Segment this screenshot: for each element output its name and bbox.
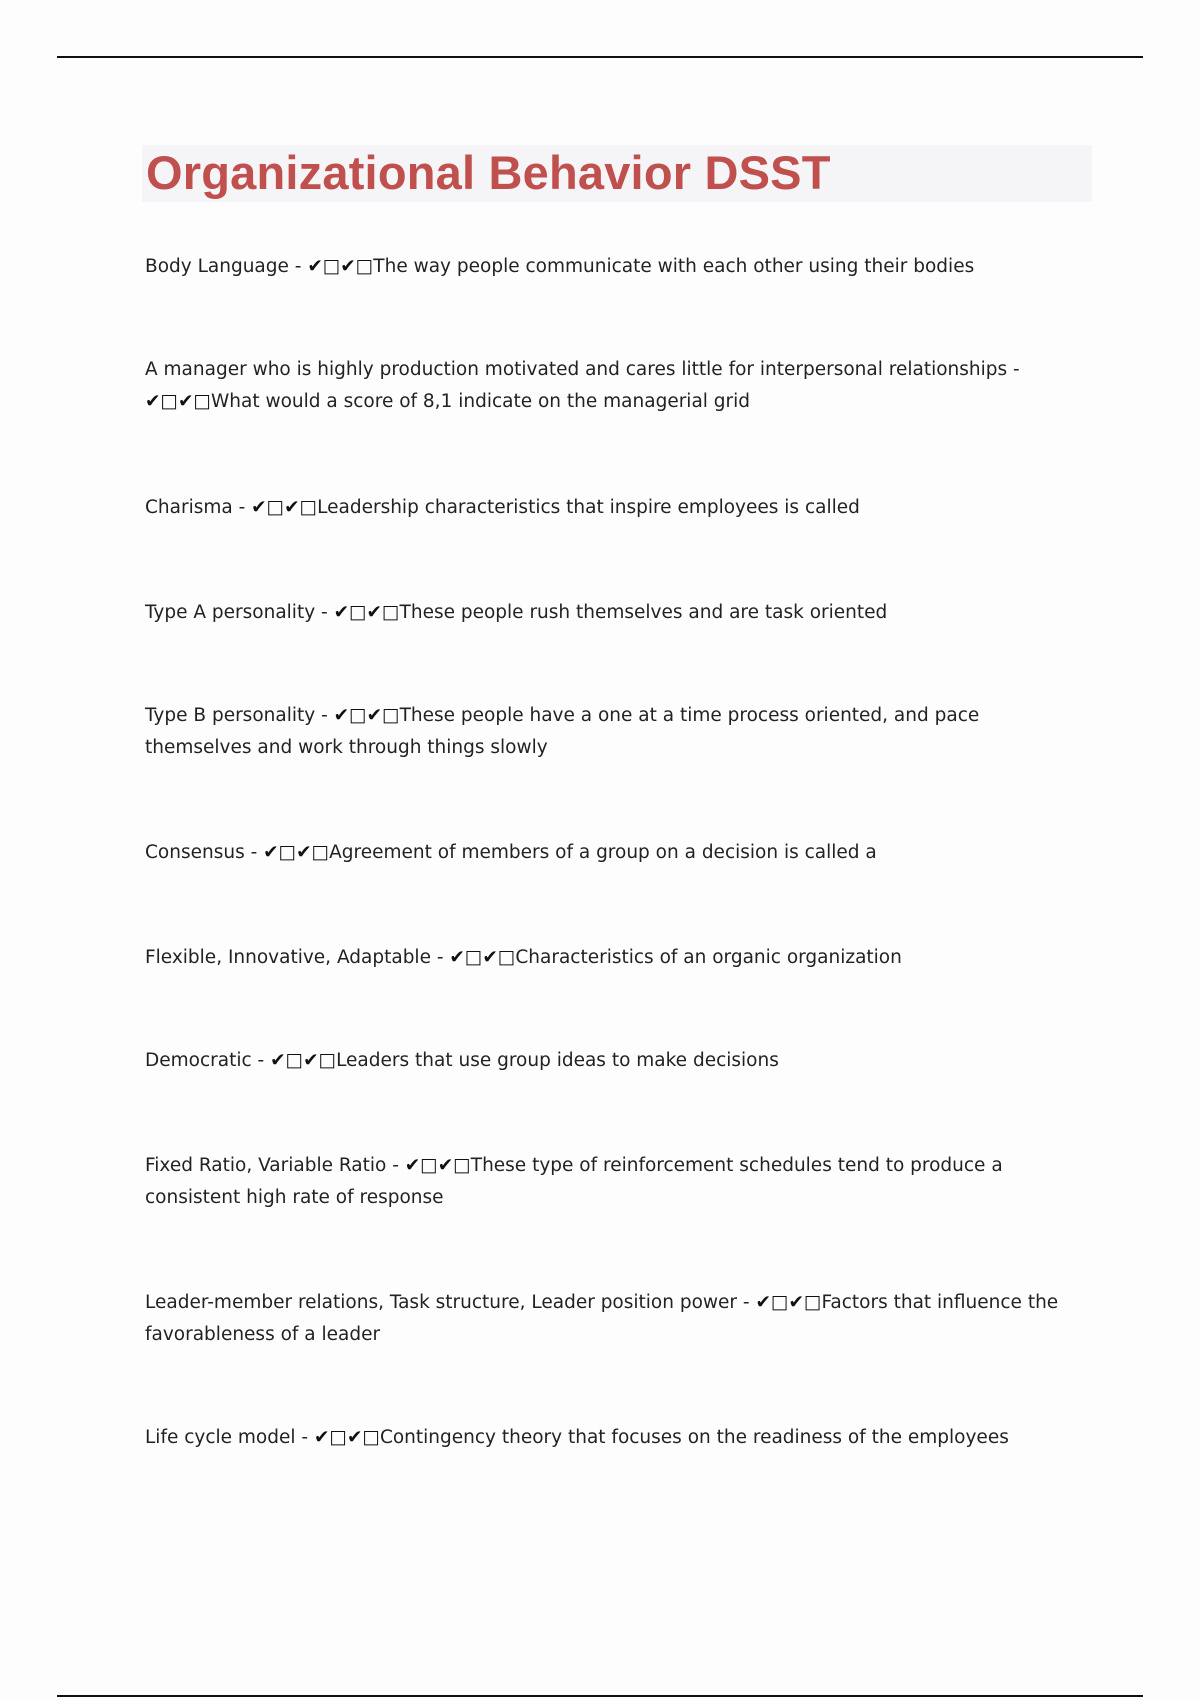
check-marker-icon: ✔□✔□ xyxy=(333,705,400,726)
flashcard-entry: Type B personality - ✔□✔□These people have a one at a time process oriented, and pace themselves and work through things slowly xyxy=(145,705,980,758)
flashcard-entry: Democratic - ✔□✔□Leaders that use group ideas to make decisions xyxy=(145,1050,779,1071)
entry-definition: These type of reinforcement schedules tend to produce a consistent high rate of response xyxy=(145,1155,1003,1208)
entry-definition: Agreement of members of a group on a decision is called a xyxy=(329,842,877,863)
check-marker-icon: ✔□✔□ xyxy=(449,947,516,968)
entry-term: Life cycle model xyxy=(145,1427,296,1448)
flashcard-entry: Fixed Ratio, Variable Ratio - ✔□✔□These type of reinforcement schedules tend to produce a consistent high rate of response xyxy=(145,1155,1003,1208)
entry-term: Charisma xyxy=(145,497,233,518)
entry-term: Consensus xyxy=(145,842,245,863)
check-marker-icon: ✔□✔□ xyxy=(307,256,374,277)
footer-rule xyxy=(57,1695,1143,1697)
entry-term: Leader-member relations, Task structure, Leader position power xyxy=(145,1292,738,1313)
entry-definition: These people rush themselves and are task oriented xyxy=(399,602,888,623)
entry-definition: These people have a one at a time process oriented, and pace themselves and work through things slowly xyxy=(145,705,980,758)
flashcard-entry: Type A personality - ✔□✔□These people rush themselves and are task oriented xyxy=(145,602,888,623)
flashcard-entry: Leader-member relations, Task structure, Leader position power - ✔□✔□Factors that influence the favorableness of a leader xyxy=(145,1292,1059,1345)
check-marker-icon: ✔□✔□ xyxy=(145,391,211,412)
check-marker-icon: ✔□✔□ xyxy=(404,1155,471,1176)
entry-definition: Factors that influence the favorableness of a leader xyxy=(145,1292,1059,1345)
entry-definition: What would a score of 8,1 indicate on the managerial grid xyxy=(210,391,751,412)
entry-term: Type A personality xyxy=(145,602,316,623)
entry-definition: Leaders that use group ideas to make decisions xyxy=(336,1050,779,1071)
check-marker-icon: ✔□✔□ xyxy=(270,1050,337,1071)
entry-term: Flexible, Innovative, Adaptable xyxy=(145,947,431,968)
check-marker-icon: ✔□✔□ xyxy=(755,1292,822,1313)
entry-term: Democratic xyxy=(145,1050,252,1071)
entry-term: Type B personality xyxy=(145,705,316,726)
check-marker-icon: ✔□✔□ xyxy=(333,602,400,623)
check-marker-icon: ✔□✔□ xyxy=(263,842,330,863)
check-marker-icon: ✔□✔□ xyxy=(251,497,318,518)
flashcard-entry: A manager who is highly production motivated and cares little for interpersonal relationships - ✔□✔□What would a score of 8,1 indicate on the managerial grid xyxy=(145,359,1020,412)
flashcard-entry: Life cycle model - ✔□✔□Contingency theory that focuses on the readiness of the employees xyxy=(145,1427,1009,1448)
entry-definition: The way people communicate with each other using their bodies xyxy=(373,256,975,277)
entry-term: Fixed Ratio, Variable Ratio xyxy=(145,1155,387,1176)
flashcard-entry: Flexible, Innovative, Adaptable - ✔□✔□Characteristics of an organic organization xyxy=(145,947,902,968)
page-title: Organizational Behavior DSST xyxy=(146,146,831,199)
entry-term: A manager who is highly production motivated and cares little for interpersonal relationships xyxy=(145,359,1008,380)
entry-definition: Leadership characteristics that inspire employees is called xyxy=(317,497,860,518)
check-marker-icon: ✔□✔□ xyxy=(313,1427,380,1448)
entry-term: Body Language xyxy=(145,256,289,277)
flashcard-entry: Body Language - ✔□✔□The way people communicate with each other using their bodies xyxy=(145,256,975,277)
flashcard-entry: Charisma - ✔□✔□Leadership characteristics that inspire employees is called xyxy=(145,497,860,518)
entry-definition: Characteristics of an organic organization xyxy=(515,947,902,968)
header-rule xyxy=(57,56,1143,58)
flashcard-entry: Consensus - ✔□✔□Agreement of members of a group on a decision is called a xyxy=(145,842,877,863)
entry-definition: Contingency theory that focuses on the readiness of the employees xyxy=(379,1427,1009,1448)
